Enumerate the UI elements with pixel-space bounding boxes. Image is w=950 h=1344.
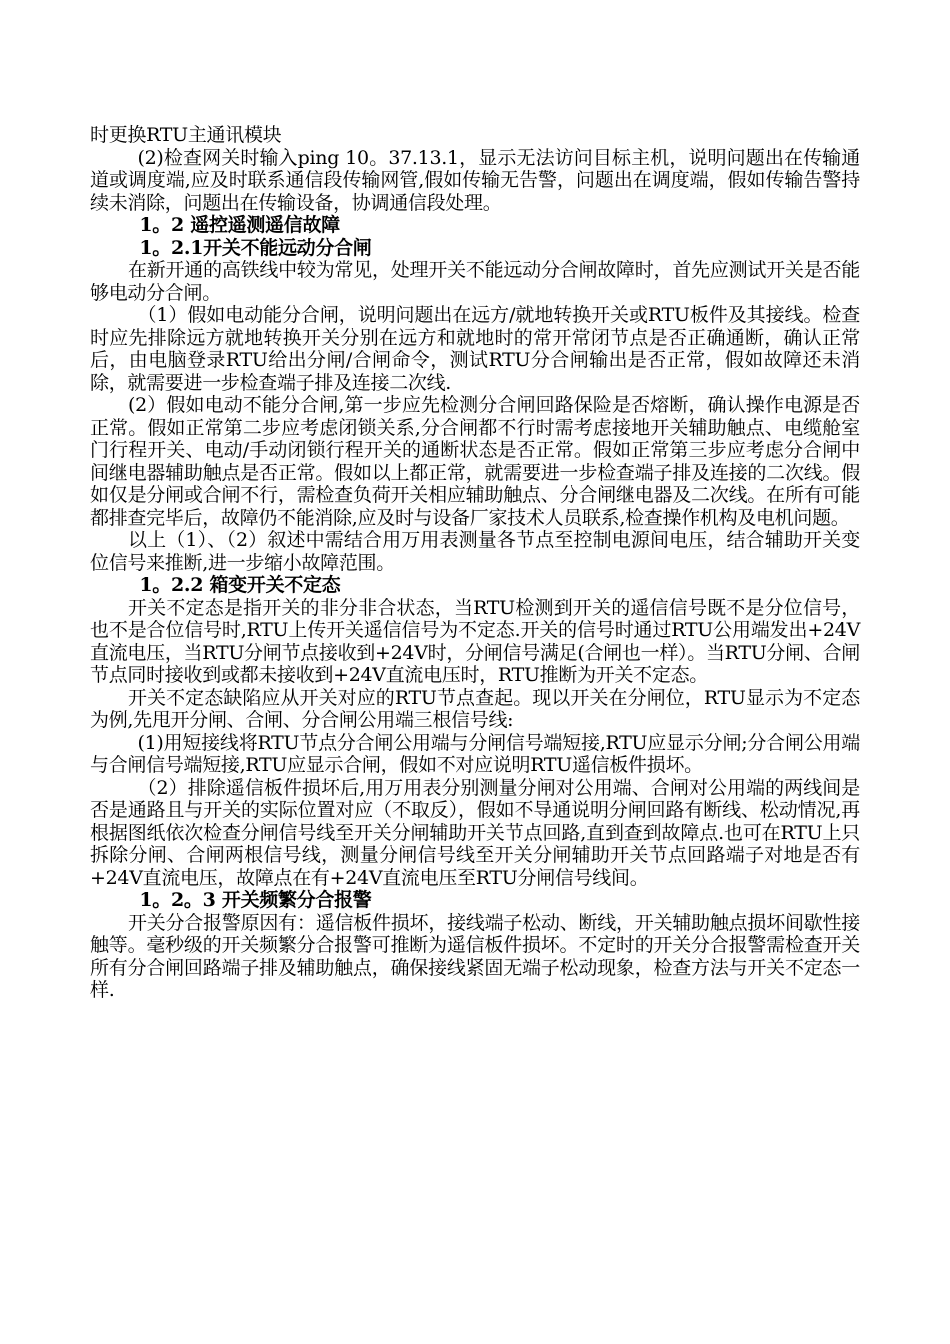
paragraph-frequent-alarm: 开关分合报警原因有：遥信板件损坏，接线端子松动、断线，开关辅助触点损坏间歇性接触等。毫秒级的开关频繁分合报警可推断为遥信板件损坏。不定时的开关分合报警需检查开关所有分合闸回路端子排及辅助触点，确保接线紧固无端子松动现象，检查方法与开关不定态一样.	[90, 911, 860, 1001]
paragraph-short-test: (1)用短接线将RTU节点分合闸公用端与分闸信号端短接,RTU应显示分闸;分合闸公用端与合闸信号端短接,RTU应显示合闸，假如不对应说明RTU遥信板件损坏。	[90, 731, 860, 776]
section-heading-1-2-1: 1。2.1开关不能远动分合闸	[139, 236, 372, 259]
paragraph-undefined-state: 开关不定态是指开关的非分非合状态，当RTU检测到开关的遥信信号既不是分位信号，也不是合位信号时,RTU上传开关遥信信号为不定态.开关的信号时通过RTU公用端发出+24V直流电压，当RTU分闸节点接收到+24V时，分闸信号满足(合闸也一样）。当RTU分闸、合闸节点同时接收到或都未接收到+24V直流电压时，RTU推断为开关不定态。	[90, 596, 860, 686]
paragraph-summary: 以上（1）、（2）叙述中需结合用万用表测量各节点至控制电源间电压，结合辅助开关变位信号来推断,进一步缩小故障范围。	[90, 529, 860, 574]
paragraph-exclude-board: （2）排除遥信板件损坏后,用万用表分别测量分闸对公用端、合闸对公用端的两线间是否是通路且与开关的实际位置对应（不取反），假如不导通说明分闸回路有断线、松动情况,再根据图纸依次检查分闸信号线至开关分闸辅助开关节点回路,直到查到故障点.也可在RTU上只拆除分闸、合闸两根信号线，测量分闸信号线至开关分闸辅助开关节点回路端子对地是否有+24V直流电压，故障点在有+24V直流电压至RTU分闸信号线间。	[90, 776, 860, 889]
paragraph-case-2: (2）假如电动不能分合闸,第一步应先检测分合闸回路保险是否熔断，确认操作电源是否正常。假如正常第二步应考虑闭锁关系,分合闸都不行时需考虑接地开关辅助触点、电缆舱室门行程开关、电动/手动闭锁行程开关的通断状态是否正常。假如正常第三步应考虑分合闸中间继电器辅助触点是否正常。假如以上都正常，就需要进一步检查端子排及连接的二次线。假如仅是分闸或合闸不行，需检查负荷开关相应辅助触点、分合闸继电器及二次线。在所有可能都排查完毕后，故障仍不能消除,应及时与设备厂家技术人员联系,检查操作机构及电机问题。	[90, 394, 860, 529]
section-heading-1-2: 1。2 遥控遥测遥信故障	[139, 214, 340, 236]
paragraph-continuation: 时更换RTU主通讯模块	[90, 124, 282, 146]
section-heading-1-2-3: 1。2。3 开关频繁分合报警	[139, 889, 372, 911]
paragraph-intro: 在新开通的高铁线中较为常见，处理开关不能远动分合闸故障时，首先应测试开关是否能够电动分合闸。	[90, 259, 860, 304]
section-heading-1-2-2: 1。2.2 箱变开关不定态	[139, 574, 341, 596]
paragraph-case-1: （1）假如电动能分合闸，说明问题出在远方/就地转换开关或RTU板件及其接线。检查时应先排除远方就地转换开关分别在远方和就地时的常开常闭节点是否正确通断，确认正常后，由电脑登录RTU给出分闸/合闸命令，测试RTU分合闸输出是否正常，假如故障还未消除，就需要进一步检查端子排及连接二次线.	[90, 304, 860, 394]
document-page	[90, 124, 860, 1002]
paragraph-undefined-check: 开关不定态缺陷应从开关对应的RTU节点查起。现以开关在分闸位，RTU显示为不定态为例,先甩开分闸、合闸、分合闸公用端三根信号线:	[90, 686, 860, 731]
paragraph-ping-check: (2)检查网关时输入ping 10。37.13.1，显示无法访问目标主机，说明问题出在传输通道或调度端,应及时联系通信段传输网管,假如传输无告警，问题出在调度端，假如传输告警持续未消除，问题出在传输设备，协调通信段处理。	[90, 146, 860, 214]
